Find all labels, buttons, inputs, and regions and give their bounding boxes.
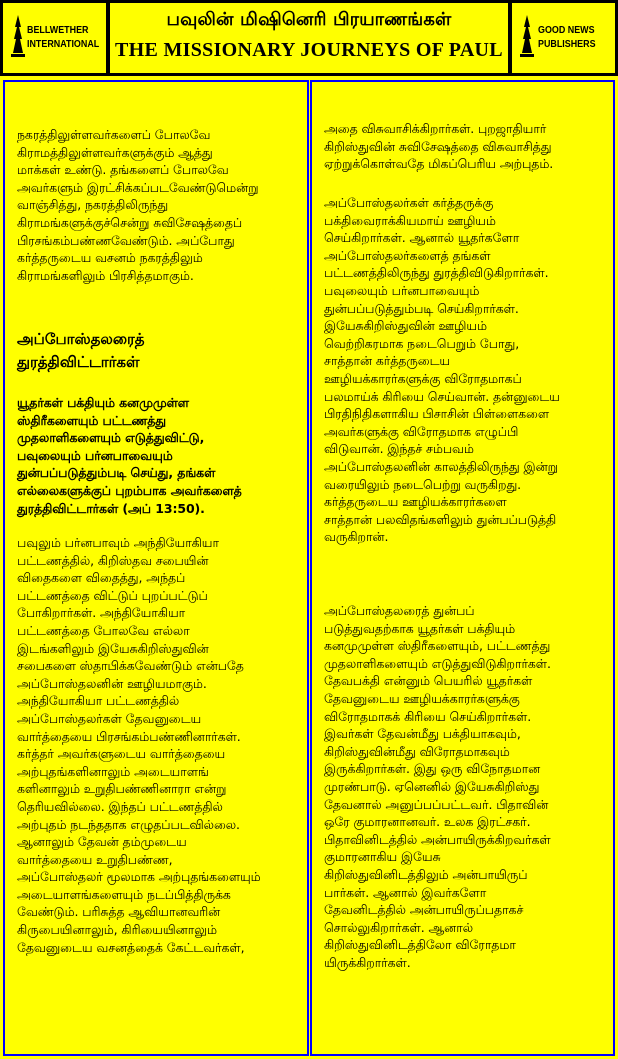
section-heading: அப்போஸ்தலரைத் துரத்திவிட்டார்கள்	[17, 330, 145, 371]
header-bar	[0, 0, 618, 76]
good-news-logo-icon	[518, 13, 536, 61]
bellwether-logo-icon	[9, 13, 27, 61]
right-column	[310, 80, 615, 1056]
left-paragraph-1: நகரத்திலுள்ளவர்களைப் போலவே கிராமத்திலுள்ளவர்களுக்கும் ஆத்து மாக்கள் உண்டு. தங்களைப் போலவே அவர்களும் இரட்சிக்கப்படவேண்டுமென்று வாஞ்சித்து, நகரத்திலிருந்து கிராமங்களுக்குச்சென்று சுவிசேஷத்தைப் பிரசங்கம்பண்ணவேண்டும். அப்போது கர்த்தருடைய வசனம் நகரத்திலும் கிராமங்களிலும் பிரசித்தமாகும்.	[17, 127, 259, 283]
left-paragraph-2-bold: யூதர்கள் பக்தியும் கனமுமுள்ள ஸ்திரீகளையும் பட்டணத்து முதலாளிகளையும் எடுத்துவிட்டு, பவுலையும் பர்னபாவையும் துன்பப்படுத்தும்படி செய்து, தங்கள் எல்லைகளுக்குப் புறம்பாக அவர்களைத் துரத்திவிட்டார்கள் (அப் 13:50).	[17, 395, 242, 516]
page-title-english: THE MISSIONARY JOURNEYS OF PAUL	[115, 39, 503, 61]
good-news-logo-line1: GOOD NEWS	[538, 24, 595, 36]
left-paragraph-3: பவுலும் பர்னபாவும் அந்தியோகியா பட்டணத்தில், கிறிஸ்தவ சபையின் விதைகளை விதைத்து, அந்தப் பட்டணத்தை விட்டுப் புறப்பட்டுப் போகிறார்கள். அந்தியோகியா பட்டணத்தை போலவே எல்லா இடங்களிலும் இயேசுகிறிஸ்துவின் சபைகளை ஸ்தாபிக்கவேண்டும் என்பதே அப்போஸ்தலனின் ஊழியமாகும். அந்தியோகியா பட்டணத்தில் அப்போஸ்தலர்கள் தேவனுடைய வார்த்தையை பிரசங்கம்பண்ணினார்கள். கர்த்தர் அவர்களுடைய வார்த்தையை அற்புதங்களினாலும் அடையாளங் களினாலும் உறுதிபண்ணினாரா என்று தெரியவில்லை. இந்தப் பட்டணத்தில் அற்புதம் நடந்ததாக எழுதப்படவில்லை. ஆனாலும் தேவன் தம்முடைய வார்த்தையை உறுதிபண்ண, அப்போஸ்தலர் மூலமாக அற்புதங்களையும் அடையாளங்களையும் நடப்பித்திருக்க வேண்டும். பரிசுத்த ஆவியானவரின் கிருபையினாலும், கிரியையினாலும் தேவனுடைய வசனத்தைக் கேட்டவர்கள்,	[17, 535, 261, 955]
bellwether-logo	[3, 3, 106, 73]
page-title-tamil: பவுலின் மிஷினெரி பிரயாணங்கள்	[166, 9, 452, 30]
good-news-logo-text	[538, 23, 596, 51]
good-news-logo	[512, 3, 615, 73]
title-box	[110, 3, 508, 73]
right-paragraph-3: அப்போஸ்தலரைத் துன்பப் படுத்துவதற்காக யூதர்கள் பக்தியும் கனமுமுள்ள ஸ்திரீகளையும், பட்டணத்து முதலாளிகளையும் எடுத்துவிடுகிறார்கள். தேவபக்தி என்னும் பெயரில் யூதர்கள் தேவனுடைய ஊழியக்காரர்களுக்கு விரோதமாகக் கிரியை செய்கிறார்கள். இவர்கள் தேவன்மீது பக்தியாகவும், கிறிஸ்துவின்மீது விரோதமாகவும் இருக்கிறார்கள். இது ஒரு விநோதமான முரண்பாடு. ஏனெனில் இயேசுகிறிஸ்து தேவனால் அனுப்பப்பட்டவர். பிதாவின் ஒரே குமாரனானவர். உலக இரட்சகர். பிதாவினிடத்தில் அன்பாயிருக்கிறவர்கள் குமாரனாகிய இயேசு கிறிஸ்துவினிடத்திலும் அன்பாயிருப் பார்கள். ஆனால் இவர்களோ தேவனிடத்தில் அன்பாயிருப்பதாகச் சொல்லுகிறார்கள். ஆனால் கிறிஸ்துவினிடத்திலோ விரோதமா யிருக்கிறார்கள்.	[324, 603, 551, 970]
good-news-logo-line2: PUBLISHERS	[538, 38, 596, 50]
bellwether-logo-text	[27, 23, 99, 51]
bellwether-logo-line1: BELLWETHER	[27, 24, 89, 36]
bellwether-logo-line2: INTERNATIONAL	[27, 38, 100, 50]
left-column	[3, 80, 309, 1056]
right-paragraph-1: அதை விசுவாசிக்கிறார்கள். புறஜாதியார் கிறிஸ்துவின் சுவிசேஷத்தை விசுவாசித்து ஏற்றுக்கொள்வதே மிகப்பெரிய அற்புதம்.	[324, 121, 554, 172]
right-paragraph-2: அப்போஸ்தலர்கள் கர்த்தருக்கு பக்திவைராக்கியமாய் ஊழியம் செய்கிறார்கள். ஆனால் யூதர்களோ அப்போஸ்தலர்களைத் தங்கள் பட்டணத்திலிருந்து துரத்திவிடுகிறார்கள். பவுலையும் பர்னபாவையும் துன்பப்படுத்தும்படி செய்கிறார்கள். இயேசுகிறிஸ்துவின் ஊழியம் வெற்றிகரமாக நடைபெறும் போது, சாத்தான் கர்த்தருடைய ஊழியக்காரர்களுக்கு விரோதமாகப் பலமாய்க் கிரியை செய்வான். தன்னுடைய பிரதிநிதிகளாகிய பிசாசின் பிள்ளைகளை அவர்களுக்கு விரோதமாக எழுப்பி விடுவான். இந்தச் சம்பவம் அப்போஸ்தலனின் காலத்திலிருந்து இன்று வரையிலும் நடைபெற்று வருகிறது. கர்த்தருடைய ஊழியக்காரர்களை சாத்தான் பலவிதங்களிலும் துன்பப்படுத்தி வருகிறான்.	[324, 195, 560, 545]
